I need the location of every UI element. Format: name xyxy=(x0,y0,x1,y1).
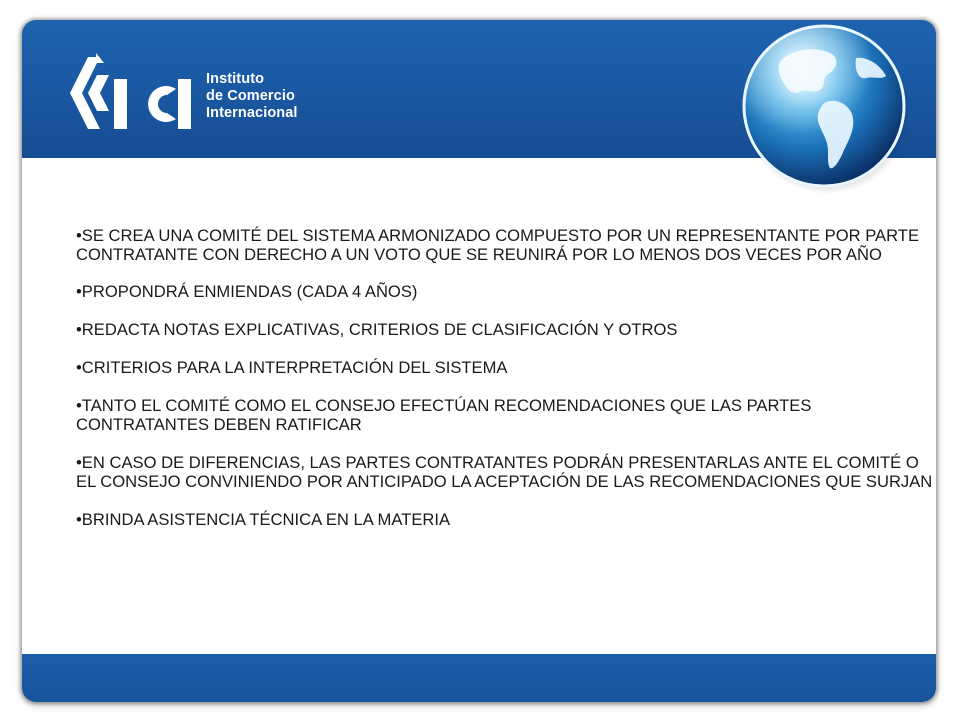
footer-band xyxy=(22,654,936,702)
bullet-item: •REDACTA NOTAS EXPLICATIVAS, CRITERIOS DE CLASIFICACIÓN Y OTROS xyxy=(76,320,678,339)
bullet-item: •PROPONDRÁ ENMIENDAS (CADA 4 AÑOS) xyxy=(76,282,418,301)
globe-icon xyxy=(736,18,914,196)
bullet-item: •SE CREA UNA COMITÉ DEL SISTEMA ARMONIZADO COMPUESTO POR UN REPRESENTANTE POR PARTE CONTRATANTE CON DERECHO A UN VOTO QUE SE REUNIRÁ POR LO MENOS DOS VECES POR AÑO xyxy=(76,226,920,264)
logo-name: Instituto de Comercio Internacional xyxy=(206,71,298,121)
bullet-item: •TANTO EL COMITÉ COMO EL CONSEJO EFECTÚAN RECOMENDACIONES QUE LAS PARTES CONTRATANTES DEBEN RATIFICAR xyxy=(76,396,812,434)
bullet-list xyxy=(76,226,936,548)
bullet-item: •BRINDA ASISTENCIA TÉCNICA EN LA MATERIA xyxy=(76,510,451,529)
ici-logo xyxy=(66,53,306,133)
bullet-item: •CRITERIOS PARA LA INTERPRETACIÓN DEL SISTEMA xyxy=(76,358,508,377)
bullet-item: •EN CASO DE DIFERENCIAS, LAS PARTES CONTRATANTES PODRÁN PRESENTARLAS ANTE EL COMITÉ O EL CONSEJO CONVINIENDO POR ANTICIPADO LA ACEPTACIÓN DE LAS RECOMENDACIONES QUE SURJAN xyxy=(76,453,933,491)
